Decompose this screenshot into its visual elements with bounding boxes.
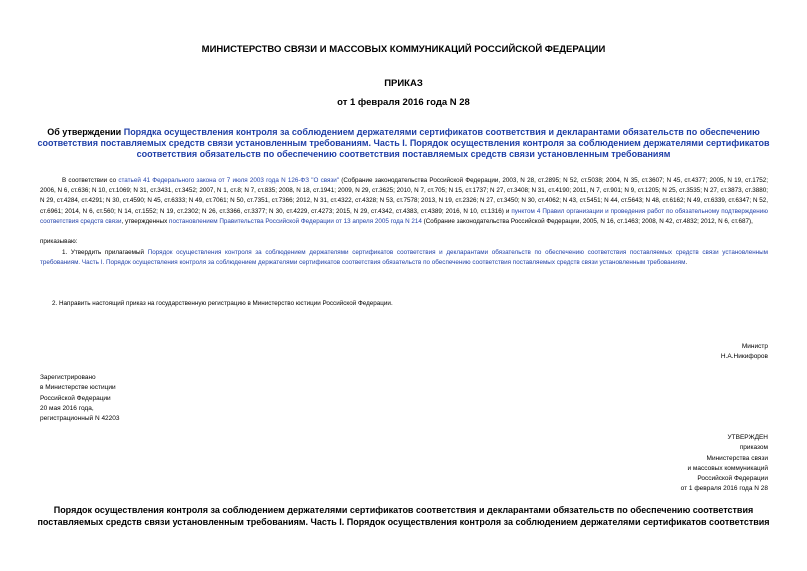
preamble-text-d: (Собрание законодательства Российской Федерации, 2005, N 16, ст.1463; 2008, N 42, ст.4832; 2012, N 6, ст.687), (421, 217, 753, 225)
preamble-text-a: В соответствии со (62, 177, 119, 184)
approval-line: и массовых коммуникаций (687, 464, 768, 472)
order-subject (28, 127, 779, 160)
item-1-text-b: . (685, 259, 688, 267)
paragraph-item-2: 2. Направить настоящий приказ на государственную регистрацию в Министерство юстиции Российской Федерации. (52, 300, 393, 307)
ministry-heading: МИНИСТЕРСТВО СВЯЗИ И МАССОВЫХ КОММУНИКАЦИЙ РОССИЙСКОЙ ФЕДЕРАЦИИ (201, 44, 606, 55)
approval-line: Российской Федерации (697, 475, 768, 483)
paragraph-order-word: приказываю: (40, 238, 78, 245)
registration-number: регистрационный N 42203 (40, 415, 120, 423)
procedure-link[interactable]: Порядок осуществления контроля за соблюдением держателями сертификатов соответствия и декларантами обязательств по обеспечению соответствия поставляемых средств связи установленным требованиям. Часть I. Порядок осуществления контроля за соблюдением держателями сертификатов соответствия обязательств по обеспечению соответствия поставляемых средств связи установленным требованиям (40, 249, 769, 267)
subject-link[interactable]: Порядка осуществления контроля за соблюдением держателями сертификатов соответствия и декларантами обязательств по обеспечению соответствия поставляемых средств связи установленным требованиям. Часть I. Порядок осуществления контроля за соблюдением держателями сертификатов соответствия обязательств по обеспечению соответствия поставляемых средств связи установленным требованиям (37, 127, 770, 159)
registration-line: в Министерстве юстиции (40, 384, 116, 392)
rules-link[interactable]: пунктом 4 Правил организации и проведения работ по обязательному подтверждению соответствия средств связи (40, 207, 768, 225)
order-title: ПРИКАЗ (384, 78, 423, 89)
signature-position: Министр (741, 343, 768, 350)
paragraph-item-1 (40, 248, 768, 268)
registration-line: Зарегистрировано (40, 374, 96, 381)
preamble-text-c: , утвержденных (121, 217, 170, 225)
paragraph-preamble (40, 176, 768, 227)
subject-prefix: Об утверждении (47, 127, 124, 137)
procedure-title: Порядок осуществления контроля за соблюдением держателями сертификатов соответствия и декларантами обязательств по обеспечению соответствия поставляемых средств связи установленным требованиям. Часть I. Порядок осуществления контроля за соблюдением держателями сертификатов соответствия (37, 505, 770, 527)
preamble-text-b: (Собрание законодательства Российской Федерации, 2003, N 28, ст.2895; N 52, ст.5038; 2004, N 35, ст.3607; N 45, ст.4377; 2005, N 19, ст.1752; 2006, N 6, ст.636; N 10, ст.1069; N 31, ст.3431, ст.3452; 2007, N 1, ст.8; N 7, ст.835; 2008, N 18, ст.1941; 2009, N 29, ст.3625; 2010, N 7, ст.705; N 15, ст.1737; N 27, ст.3408; N 31, ст.4190; 2011, N 7, ст.901; N 9, ст.1205; N 25, ст.3535; N 27, ст.3873, ст.3880; N 29, ст.4284, ст.4291; N 30, ст.4590; N 45, ст.6333; N 49, ст.7061; N 50, ст.7351, ст.7366; 2012, N 31, ст.4322, ст.4328; N 53, ст.7578; 2013, N 19, ст.2326; N 27, ст.3450; N 30, ст.4062; N 43, ст.5451; N 44, ст.5643; N 48, ст.6162; N 49, ст.6339, ст.6347; N 52, ст.6961; 2014, N 6, ст.560; N 14, ст.1552; N 19, ст.2302; N 26, ст.3366, ст.3377; N 30, ст.4229, ст.4273; 2015, N 29, ст.4342, ст.4383, ст.4389; 2016, N 10, ст.1316) и (40, 177, 768, 215)
signature-name: Н.А.Никифоров (720, 353, 768, 361)
registration-date: 20 мая 2016 года, (40, 404, 94, 412)
registration-block (40, 373, 120, 424)
registration-line: Российской Федерации (40, 394, 111, 402)
signature-block (721, 342, 768, 363)
approval-date: от 1 февраля 2016 года N 28 (680, 485, 768, 493)
approval-line: Министерства связи (706, 454, 768, 462)
approval-line: УТВЕРЖДЕН (727, 434, 768, 441)
resolution-link[interactable]: постановлением Правительства Российской Федерации от 13 апреля 2005 года N 214 (169, 217, 422, 225)
approval-block (681, 433, 768, 495)
order-date: от 1 февраля 2016 года N 28 (337, 97, 470, 108)
approval-line: приказом (739, 444, 768, 452)
item-1-text-a: 1. Утвердить прилагаемый (62, 249, 148, 256)
law-link[interactable]: статьей 41 Федерального закона от 7 июля 2003 года N 126-ФЗ "О связи" (118, 177, 340, 184)
